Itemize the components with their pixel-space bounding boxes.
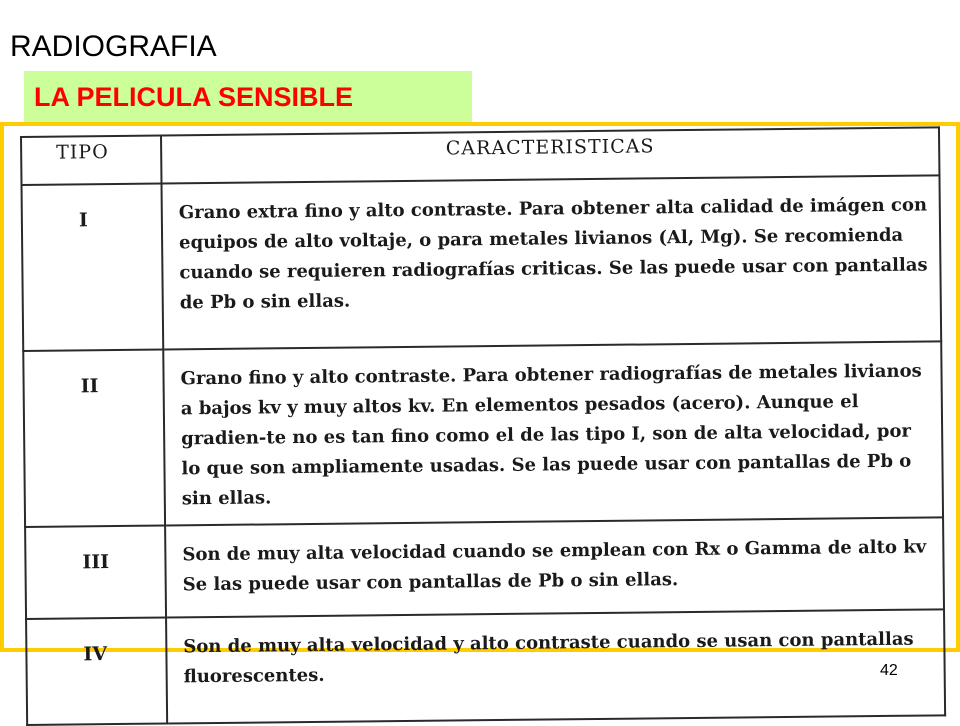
header-caracteristicas: CARACTERISTICAS xyxy=(161,127,939,183)
table-row xyxy=(23,341,943,527)
subtitle-banner xyxy=(24,71,472,122)
table-row xyxy=(26,609,945,725)
film-types-table xyxy=(20,126,946,726)
table-row xyxy=(25,517,944,619)
table-row xyxy=(22,175,942,351)
subtitle-text: LA PELICULA SENSIBLE xyxy=(34,82,354,112)
tipo-cell: II xyxy=(23,350,165,527)
header-tipo: TIPO xyxy=(21,136,161,185)
slide-title: RADIOGRAFIA xyxy=(10,30,217,63)
tipo-cell: III xyxy=(25,526,166,619)
caracteristicas-cell: Grano fino y alto contraste. Para obtener radiografías de metales livianos a bajos kv y muy altos kv. En elementos pesados (acero). Aunque el gradien-te no es tan fino como el de las tipo I, son de alta velocidad, por lo que son ampliamente usadas. Se las puede usar con pantallas de Pb o sin ellas. xyxy=(163,341,943,525)
caracteristicas-cell: Son de muy alta velocidad cuando se emplean con Rx o Gamma de alto kv Se las puede usar con pantallas de Pb o sin ellas. xyxy=(165,517,944,617)
caracteristicas-cell: Son de muy alta velocidad y alto contraste cuando se usan con pantallas fluorescentes. xyxy=(166,609,945,723)
caracteristicas-cell: Grano extra fino y alto contraste. Para obtener alta calidad de imágen con equipos de alto voltaje, o para metales livianos (Al, Mg). Se recomienda cuando se requieren radiografías criticas. Se las puede usar con pantallas de Pb o sin ellas. xyxy=(162,175,942,349)
tipo-cell: I xyxy=(22,184,164,351)
page-number: 42 xyxy=(880,662,898,679)
tipo-cell: IV xyxy=(26,617,167,724)
